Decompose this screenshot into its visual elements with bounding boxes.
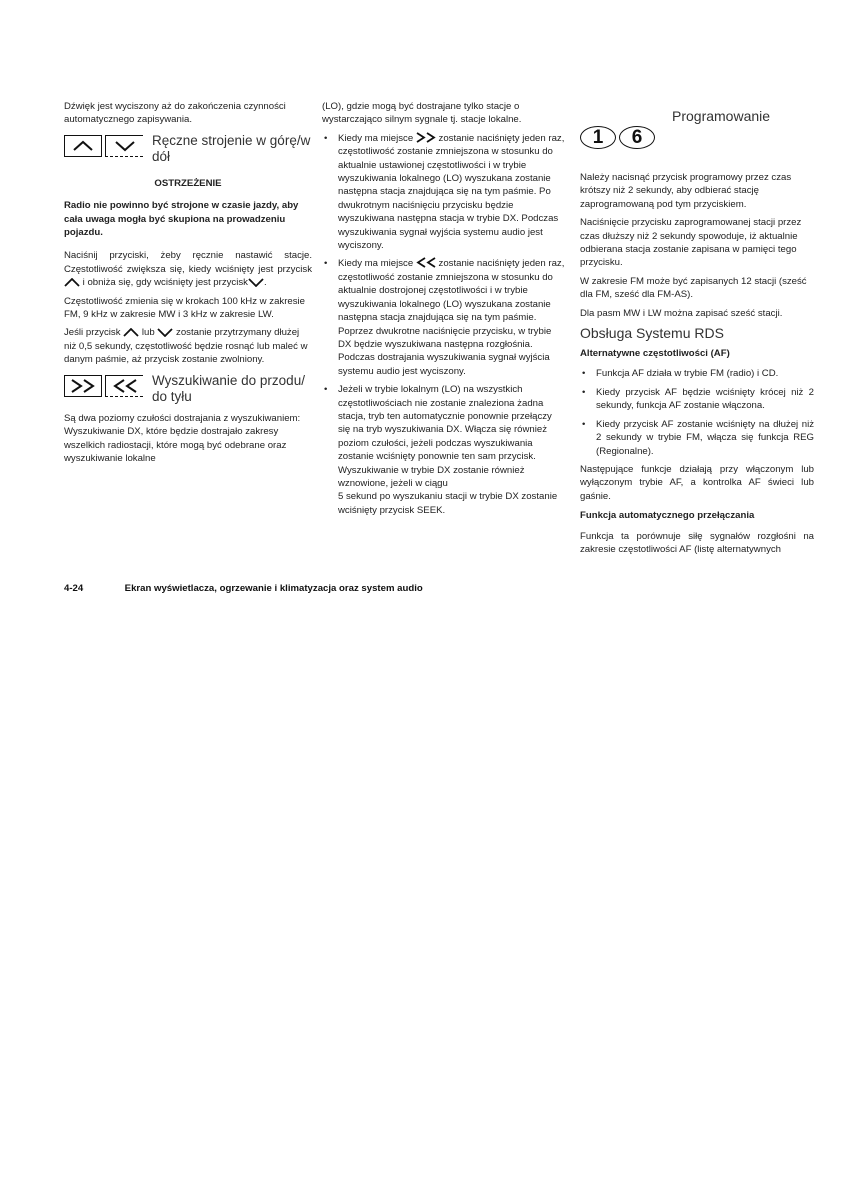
paragraph: Dźwięk jest wyciszony aż do zakończenia czynności automatycznego zapisywania. xyxy=(64,101,286,126)
text: Jeśli przycisk xyxy=(64,327,121,339)
paragraph xyxy=(64,249,312,289)
programming-heading xyxy=(580,100,814,149)
list-item xyxy=(322,257,566,378)
subheading: Alternatywne częstotliwości (AF) xyxy=(580,348,730,360)
section-heading: Ręczne strojenie w górę/w dół xyxy=(152,132,311,164)
text: Naciśnij przyciski, żeby ręcznie nastawić stacje. Częstotliwość zwiększa się, kiedy wciśnięty jest przycisk xyxy=(64,250,312,275)
column-1 xyxy=(64,100,312,470)
paragraph xyxy=(64,326,312,366)
text: zostanie przytrzymany dłużej niż 0,5 sekundy, częstotliwość będzie rosnąć lub maleć w danym paśmie, aż przycisk zostanie zwolniony. xyxy=(64,327,308,366)
text: 5 sekund po wyszukaniu stacji w trybie DX zostanie wciśnięty przycisk SEEK. xyxy=(338,491,558,516)
text: Kiedy ma miejsce xyxy=(338,258,414,270)
seek-forward-icon xyxy=(416,132,436,143)
list-item: • Funkcja AF działa w trybie FM (radio) i CD. xyxy=(580,367,814,380)
up-arrow-icon xyxy=(123,328,139,337)
paragraph: Są dwa poziomy czułości dostrajania z wyszukiwaniem: Wyszukiwanie DX, które będzie dostrajało zakresy wszelkich radiostacji, które mogą być odebrane oraz wyszukiwanie lokalne xyxy=(64,412,301,464)
seek-backward-icon xyxy=(416,257,436,268)
column-3 xyxy=(580,100,814,561)
text: . xyxy=(263,277,267,289)
preset-button-1: 1 xyxy=(580,126,616,149)
text: zostanie naciśnięty jeden raz, częstotliwość zostanie zmniejszona w stosunku do aktualnie dostrojonej częstotliwości i w trybie wyszukiwania lokalnego (LO) wyszukana zostanie następna stacja znajdująca się na tym paśmie. Poprzez dwukrotne naciśnięcie przycisku, w trybie DX będzie wyszukiwana następna rozgłośnia. Podczas dostrajania wyszukiwania sygnał wyjścia systemu audio jest wyciszony. xyxy=(338,258,565,377)
column-2 xyxy=(322,100,566,522)
seek-buttons xyxy=(64,375,146,397)
page-number: 4-24 xyxy=(64,583,84,594)
chapter-title: Ekran wyświetlacza, ogrzewanie i klimatyzacja oraz system audio xyxy=(124,583,423,594)
section-heading: Wyszukiwanie do przodu/ do tyłu xyxy=(152,372,305,404)
text: i obniża się, gdy wciśnięty jest przycisk xyxy=(82,277,248,289)
seek-forward-icon xyxy=(64,375,102,397)
down-arrow-icon xyxy=(248,278,264,287)
up-button-icon xyxy=(64,135,102,157)
paragraph: Należy nacisnąć przycisk programowy przez czas krótszy niż 2 sekundy, aby odbierać stację zaprogramowaną pod tym przyciskiem. xyxy=(580,172,792,210)
list-item: • Kiedy przycisk AF zostanie wciśnięty na dłużej niż 2 sekundy w trybie FM, włącza się funkcja REG (Regionalne). xyxy=(580,418,814,458)
list-item: • Kiedy przycisk AF będzie wciśnięty krócej niż 2 sekundy, funkcja AF zostanie włączona. xyxy=(580,386,814,413)
text: zostanie naciśnięty jeden raz, częstotliwość zostanie zmniejszona w stosunku do aktualnie ustawionej częstotliwości i w trybie wyszukiwania lokalnego (LO) wyszukana zostanie następna stacja znajdująca się na tym paśmie. Po dwukrotnym naciśnięciu przycisku będzie wyszukiwana następna stacja w trybie DX. Podczas wyszukiwania sygnał wyjścia systemu audio jest wyciszony. xyxy=(338,132,565,252)
section-heading: Programowanie xyxy=(672,108,771,124)
up-down-buttons xyxy=(64,135,146,157)
preset-button-6: 6 xyxy=(619,126,655,149)
paragraph: (LO), gdzie mogą być dostrajane tylko stacje o wystarczająco silnym sygnale tj. stacje lokalne. xyxy=(322,101,522,126)
manual-tuning-heading xyxy=(64,133,312,165)
section-heading: Obsługa Systemu RDS xyxy=(580,325,724,342)
paragraph: Funkcja ta porównuje siłę sygnałów rozgłośni na zakresie częstotliwości AF (listę alternatywnych xyxy=(580,530,814,555)
list-item xyxy=(322,383,566,517)
paragraph: Dla pasm MW i LW można zapisać sześć stacji. xyxy=(580,307,783,319)
page-footer xyxy=(64,583,423,594)
text: Kiedy ma miejsce xyxy=(338,132,414,144)
warning-title: OSTRZEŻENIE xyxy=(154,177,222,189)
text: Jeżeli w trybie lokalnym (LO) na wszystkich częstotliwościach nie zostanie znaleziona żadna stacja, tryb ten automatycznie ponownie przełączy się na tryb wyszukiwania DX. Włącza się również poziom czułości, jeżeli podczas wyszukiwania zostanie wciśnięty ponownie ten sam przycisk. Wyszukiwanie w trybie DX zostanie również wznowione, jeżeli w ciągu xyxy=(338,384,552,489)
list-item xyxy=(322,132,566,253)
paragraph: Następujące funkcje działają przy włączonym lub wyłączonym trybie AF, a kontrolka AF świeci lub gaśnie. xyxy=(580,463,814,502)
text: lub xyxy=(141,327,155,339)
up-arrow-icon xyxy=(64,278,80,287)
paragraph: Naciśnięcie przycisku zaprogramowanej stacji przez czas dłuższy niż 2 sekundy spowoduje, iż aktualnie odbierana stacja zostanie zapisana w pamięci tego przycisku. xyxy=(580,217,802,269)
down-button-icon xyxy=(105,135,143,157)
warning-text: Radio nie powinno być strojone w czasie jazdy, aby cała uwaga mogła być skupiona na prowadzeniu pojazdu. xyxy=(64,200,299,239)
seek-backward-icon xyxy=(105,375,143,397)
down-arrow-icon xyxy=(157,328,173,337)
paragraph: W zakresie FM może być zapisanych 12 stacji (sześć dla FM, sześć dla FM-AS). xyxy=(580,275,807,301)
paragraph: Częstotliwość zmienia się w krokach 100 kHz w zakresie FM, 9 kHz w zakresie MW i 3 kHz w zakresie LW. xyxy=(64,295,305,321)
seek-heading xyxy=(64,373,312,405)
subheading: Funkcja automatycznego przełączania xyxy=(580,510,755,522)
